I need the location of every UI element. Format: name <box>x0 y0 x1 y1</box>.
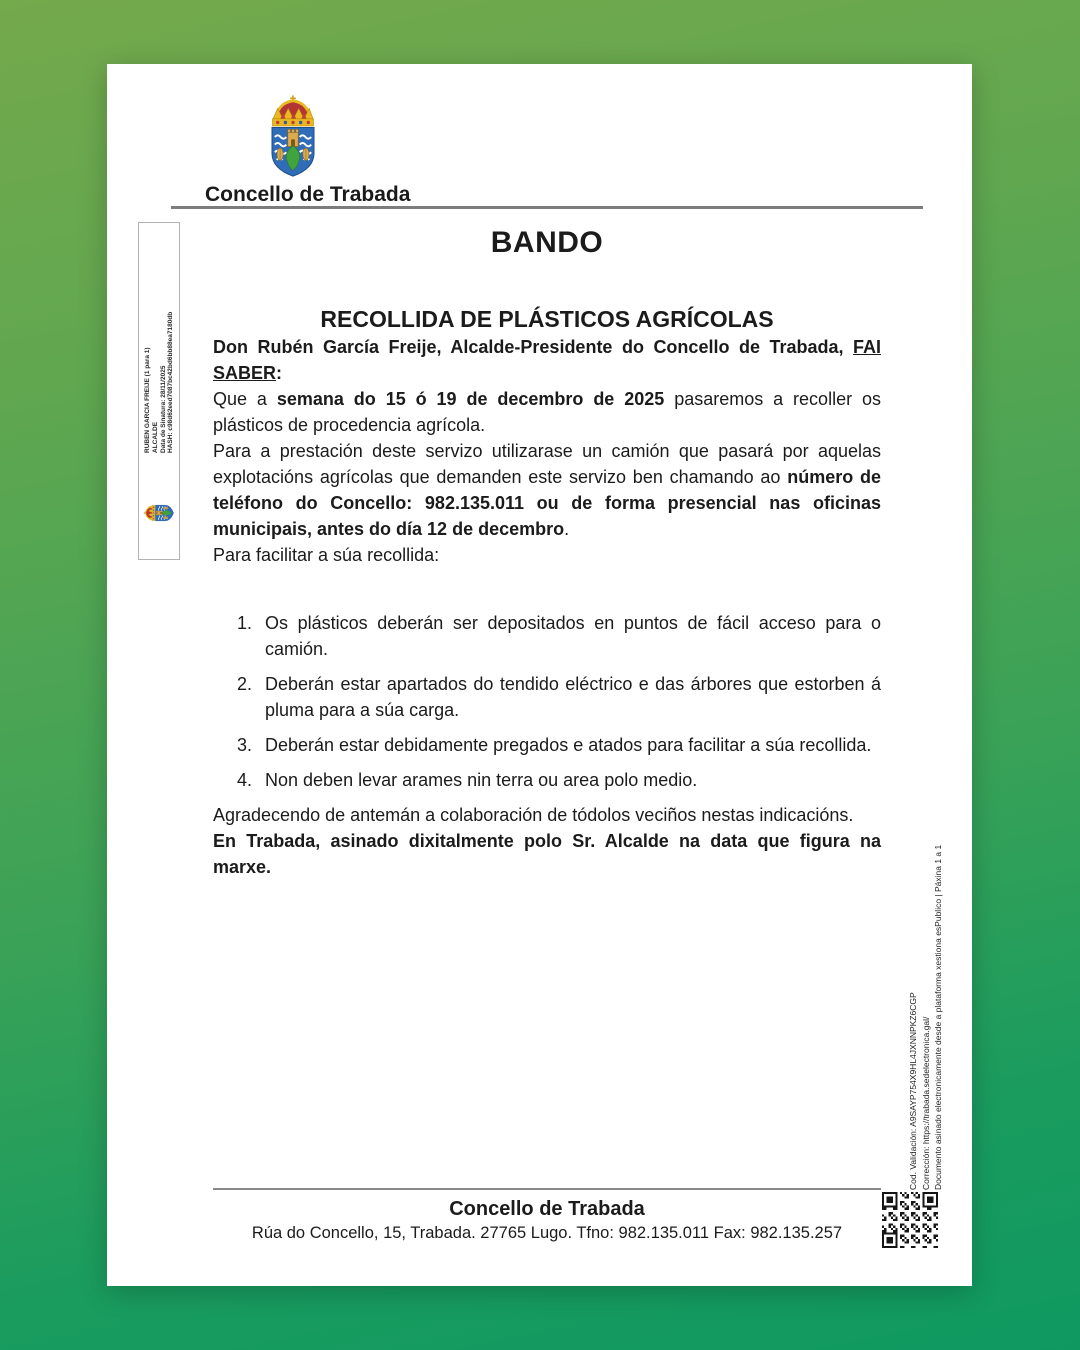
signoff-paragraph: En Trabada, asinado dixitalmente polo Sr. Alcalde na data que figura na marxe. <box>213 831 881 877</box>
closing-paragraph: Agradecendo de antemán a colaboración de tódolos veciños nestas indicacións. <box>213 805 854 825</box>
signature-stamp-text <box>144 311 175 453</box>
fai-saber-underline: FAI SABER <box>213 337 881 383</box>
list-item: 2. Deberán estar apartados do tendido eléctrico e das árbores que estorben á pluma para a súa carga. <box>236 674 881 720</box>
list-item: 1. Os plásticos deberán ser depositados en puntos de fácil acceso para o camión. <box>236 613 881 659</box>
header-divider <box>171 206 923 209</box>
document-body <box>213 220 881 880</box>
document-subtitle: RECOLLIDA DE PLÁSTICOS AGRÍCOLAS <box>320 306 774 332</box>
signature-crest-icon <box>143 502 175 524</box>
validation-code: Cod. Validación: A9SAYP754X9HL4JXNNPKZ6CGP <box>908 992 918 1190</box>
paragraph-list-lead-in: Para facilitar a súa recollida: <box>213 545 440 565</box>
trabada-coat-of-arms-icon <box>264 94 322 180</box>
signature-hash: HASH: c98d62eed7087bc42bd6bb88ea7180db <box>167 311 175 453</box>
list-item: 4. Non deben levar arames nin terra ou area polo medio. <box>236 770 698 790</box>
signature-margin-box <box>138 222 180 560</box>
paragraph-collection-week: Que a semana do 15 ó 19 de decembro de 2025 pasaremos a recoller os plásticos de procedencia agrícola. <box>213 389 881 435</box>
validation-note: Documento asinado electronicamente desde a plataforma xestiona esPublico | Páxina 1 a 1 <box>933 844 943 1190</box>
qr-code <box>882 1192 938 1248</box>
validation-url: Corrección: https://trabada.sedelectronica.gal/ <box>920 1016 931 1190</box>
paragraph-service-details: Para a prestación deste servizo utilizarase un camión que pasará por aquelas explotacións agrícolas que demanden este servizo ben chamando ao número de teléfono do Concello: 982.135.011 ou de forma presencial nas oficinas municipais, antes do día 12 de decembro. <box>213 441 881 539</box>
intro-paragraph: Don Rubén García Freije, Alcalde-Presidente do Concello de Trabada, FAI SABER: <box>213 337 881 383</box>
list-item: 3. Deberán estar debidamente pregados e atados para facilitar a súa recollida. <box>236 735 872 755</box>
signer-name: RUBEN GARCIA FREIJE (1 para 1) <box>144 347 151 453</box>
instructions-list <box>213 610 881 793</box>
signer-role: ALCALDE <box>151 421 159 453</box>
footer-divider <box>213 1188 881 1190</box>
document-title: BANDO <box>490 226 604 259</box>
validation-margin-text <box>907 806 945 1190</box>
header <box>205 94 411 207</box>
footer-address: Rúa do Concello, 15, Trabada. 27765 Lugo. Tfno: 982.135.011 Fax: 982.135.257 <box>251 1224 843 1242</box>
header-org-name: Concello de Trabada <box>205 183 411 206</box>
footer-org-name: Concello de Trabada <box>449 1198 645 1220</box>
document-page <box>107 64 972 1286</box>
signature-date: Data de Sinatura: 28/11/2025 <box>159 365 167 453</box>
page-footer <box>213 1188 881 1244</box>
